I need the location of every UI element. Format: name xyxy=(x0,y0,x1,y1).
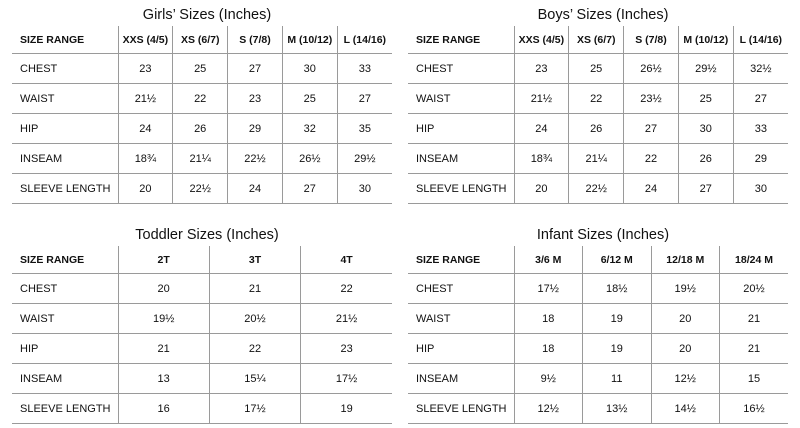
table-header-row xyxy=(12,26,392,54)
measurement-value: 33 xyxy=(733,114,788,144)
table-row xyxy=(12,364,392,394)
measurement-value: 19 xyxy=(301,394,392,424)
table-row xyxy=(12,84,392,114)
table-row xyxy=(408,394,788,424)
measurement-value: 15¼ xyxy=(209,364,300,394)
table-row xyxy=(408,84,788,114)
size-column-header: XS (6/7) xyxy=(569,26,624,54)
measurement-value: 22 xyxy=(624,144,679,174)
boys-size-table xyxy=(408,26,788,204)
measurement-value: 20 xyxy=(118,174,173,204)
table-row xyxy=(408,114,788,144)
measurement-label: WAIST xyxy=(408,84,514,114)
measurement-value: 21 xyxy=(720,334,789,364)
measurement-label: WAIST xyxy=(12,304,118,334)
size-column-header: L (14/16) xyxy=(733,26,788,54)
measurement-label: SLEEVE LENGTH xyxy=(12,394,118,424)
measurement-value: 22 xyxy=(209,334,300,364)
size-column-header: 2T xyxy=(118,246,209,274)
table-header-row xyxy=(408,246,788,274)
measurement-value: 20 xyxy=(651,334,720,364)
measurement-label: HIP xyxy=(408,114,514,144)
measurement-value: 26½ xyxy=(282,144,337,174)
measurement-value: 21½ xyxy=(301,304,392,334)
size-column-header: XS (6/7) xyxy=(173,26,228,54)
measurement-value: 20 xyxy=(651,304,720,334)
measurement-value: 27 xyxy=(228,54,283,84)
measurement-value: 17½ xyxy=(209,394,300,424)
measurement-value: 23 xyxy=(118,54,173,84)
table-row xyxy=(12,144,392,174)
measurement-label: HIP xyxy=(12,334,118,364)
size-column-header: M (10/12) xyxy=(282,26,337,54)
measurement-label: HIP xyxy=(408,334,514,364)
measurement-label: WAIST xyxy=(12,84,118,114)
infant-size-chart xyxy=(408,224,788,424)
measurement-value: 27 xyxy=(337,84,392,114)
measurement-value: 29½ xyxy=(337,144,392,174)
measurement-value: 16 xyxy=(118,394,209,424)
measurement-value: 24 xyxy=(514,114,569,144)
measurement-value: 27 xyxy=(624,114,679,144)
girls-size-chart xyxy=(12,4,392,204)
measurement-value: 22½ xyxy=(228,144,283,174)
toddler-size-chart xyxy=(12,224,392,424)
measurement-value: 25 xyxy=(678,84,733,114)
girls-size-table xyxy=(12,26,392,204)
table-header-row xyxy=(408,26,788,54)
measurement-value: 23 xyxy=(301,334,392,364)
table-row xyxy=(12,304,392,334)
measurement-value: 26 xyxy=(678,144,733,174)
measurement-value: 14½ xyxy=(651,394,720,424)
table-row xyxy=(408,174,788,204)
table-row xyxy=(12,334,392,364)
measurement-value: 13 xyxy=(118,364,209,394)
measurement-value: 19 xyxy=(583,334,652,364)
measurement-value: 17½ xyxy=(301,364,392,394)
measurement-value: 21¼ xyxy=(173,144,228,174)
measurement-label: CHEST xyxy=(12,274,118,304)
measurement-value: 20½ xyxy=(720,274,789,304)
measurement-value: 21½ xyxy=(118,84,173,114)
toddler-chart-title: Toddler Sizes (Inches) xyxy=(135,227,279,243)
measurement-value: 20 xyxy=(118,274,209,304)
size-column-header: 4T xyxy=(301,246,392,274)
measurement-value: 19½ xyxy=(651,274,720,304)
measurement-value: 23 xyxy=(228,84,283,114)
table-row xyxy=(12,114,392,144)
measurement-value: 21¼ xyxy=(569,144,624,174)
measurement-value: 18¾ xyxy=(514,144,569,174)
measurement-value: 21 xyxy=(209,274,300,304)
measurement-value: 29 xyxy=(733,144,788,174)
measurement-label: SLEEVE LENGTH xyxy=(408,394,514,424)
measurement-value: 26 xyxy=(173,114,228,144)
size-range-header: SIZE RANGE xyxy=(12,246,118,274)
measurement-value: 33 xyxy=(337,54,392,84)
measurement-value: 32 xyxy=(282,114,337,144)
measurement-value: 24 xyxy=(118,114,173,144)
size-column-header: XXS (4/5) xyxy=(514,26,569,54)
measurement-value: 16½ xyxy=(720,394,789,424)
measurement-value: 23 xyxy=(514,54,569,84)
measurement-value: 22½ xyxy=(569,174,624,204)
size-column-header: S (7/8) xyxy=(624,26,679,54)
table-row xyxy=(408,364,788,394)
measurement-value: 27 xyxy=(282,174,337,204)
size-range-header: SIZE RANGE xyxy=(408,26,514,54)
measurement-value: 24 xyxy=(228,174,283,204)
measurement-value: 22 xyxy=(569,84,624,114)
measurement-value: 22 xyxy=(173,84,228,114)
table-row xyxy=(408,54,788,84)
measurement-label: CHEST xyxy=(408,274,514,304)
measurement-value: 11 xyxy=(583,364,652,394)
measurement-value: 18½ xyxy=(583,274,652,304)
table-row xyxy=(12,54,392,84)
measurement-value: 25 xyxy=(173,54,228,84)
toddler-size-table xyxy=(12,246,392,424)
table-header-row xyxy=(12,246,392,274)
measurement-value: 22 xyxy=(301,274,392,304)
table-row xyxy=(12,274,392,304)
size-column-header: XXS (4/5) xyxy=(118,26,173,54)
measurement-value: 25 xyxy=(282,84,337,114)
measurement-value: 30 xyxy=(282,54,337,84)
infant-chart-title: Infant Sizes (Inches) xyxy=(536,227,670,243)
size-column-header: 3/6 M xyxy=(514,246,583,274)
measurement-value: 18¾ xyxy=(118,144,173,174)
infant-size-table xyxy=(408,246,788,424)
measurement-value: 13½ xyxy=(583,394,652,424)
size-column-header: 18/24 M xyxy=(720,246,789,274)
size-column-header: S (7/8) xyxy=(228,26,283,54)
size-range-header: SIZE RANGE xyxy=(12,26,118,54)
measurement-label: INSEAM xyxy=(408,364,514,394)
measurement-value: 15 xyxy=(720,364,789,394)
measurement-value: 21 xyxy=(720,304,789,334)
measurement-value: 27 xyxy=(733,84,788,114)
measurement-label: CHEST xyxy=(408,54,514,84)
boys-chart-title: Boys’ Sizes (Inches) xyxy=(537,7,669,23)
measurement-value: 18 xyxy=(514,304,583,334)
measurement-value: 29½ xyxy=(678,54,733,84)
measurement-value: 20½ xyxy=(209,304,300,334)
measurement-value: 21½ xyxy=(514,84,569,114)
measurement-value: 19½ xyxy=(118,304,209,334)
size-column-header: 6/12 M xyxy=(583,246,652,274)
size-column-header: 12/18 M xyxy=(651,246,720,274)
measurement-value: 20 xyxy=(514,174,569,204)
measurement-value: 19 xyxy=(583,304,652,334)
measurement-value: 26 xyxy=(569,114,624,144)
measurement-value: 12½ xyxy=(514,394,583,424)
size-range-header: SIZE RANGE xyxy=(408,246,514,274)
table-row xyxy=(12,394,392,424)
measurement-value: 23½ xyxy=(624,84,679,114)
size-column-header: L (14/16) xyxy=(337,26,392,54)
measurement-label: HIP xyxy=(12,114,118,144)
measurement-value: 29 xyxy=(228,114,283,144)
measurement-label: INSEAM xyxy=(12,364,118,394)
table-row xyxy=(408,144,788,174)
boys-size-chart xyxy=(408,4,788,204)
measurement-value: 9½ xyxy=(514,364,583,394)
measurement-value: 25 xyxy=(569,54,624,84)
measurement-value: 30 xyxy=(733,174,788,204)
measurement-value: 27 xyxy=(678,174,733,204)
measurement-value: 26½ xyxy=(624,54,679,84)
table-row xyxy=(408,274,788,304)
measurement-value: 30 xyxy=(337,174,392,204)
measurement-value: 17½ xyxy=(514,274,583,304)
size-column-header: M (10/12) xyxy=(678,26,733,54)
measurement-value: 18 xyxy=(514,334,583,364)
measurement-value: 22½ xyxy=(173,174,228,204)
measurement-value: 24 xyxy=(624,174,679,204)
measurement-label: SLEEVE LENGTH xyxy=(408,174,514,204)
measurement-label: INSEAM xyxy=(12,144,118,174)
measurement-value: 12½ xyxy=(651,364,720,394)
measurement-label: CHEST xyxy=(12,54,118,84)
measurement-value: 35 xyxy=(337,114,392,144)
measurement-value: 32½ xyxy=(733,54,788,84)
measurement-value: 30 xyxy=(678,114,733,144)
measurement-value: 21 xyxy=(118,334,209,364)
measurement-label: SLEEVE LENGTH xyxy=(12,174,118,204)
table-row xyxy=(12,174,392,204)
measurement-label: INSEAM xyxy=(408,144,514,174)
girls-chart-title: Girls’ Sizes (Inches) xyxy=(142,7,272,23)
table-row xyxy=(408,304,788,334)
table-row xyxy=(408,334,788,364)
size-column-header: 3T xyxy=(209,246,300,274)
measurement-label: WAIST xyxy=(408,304,514,334)
